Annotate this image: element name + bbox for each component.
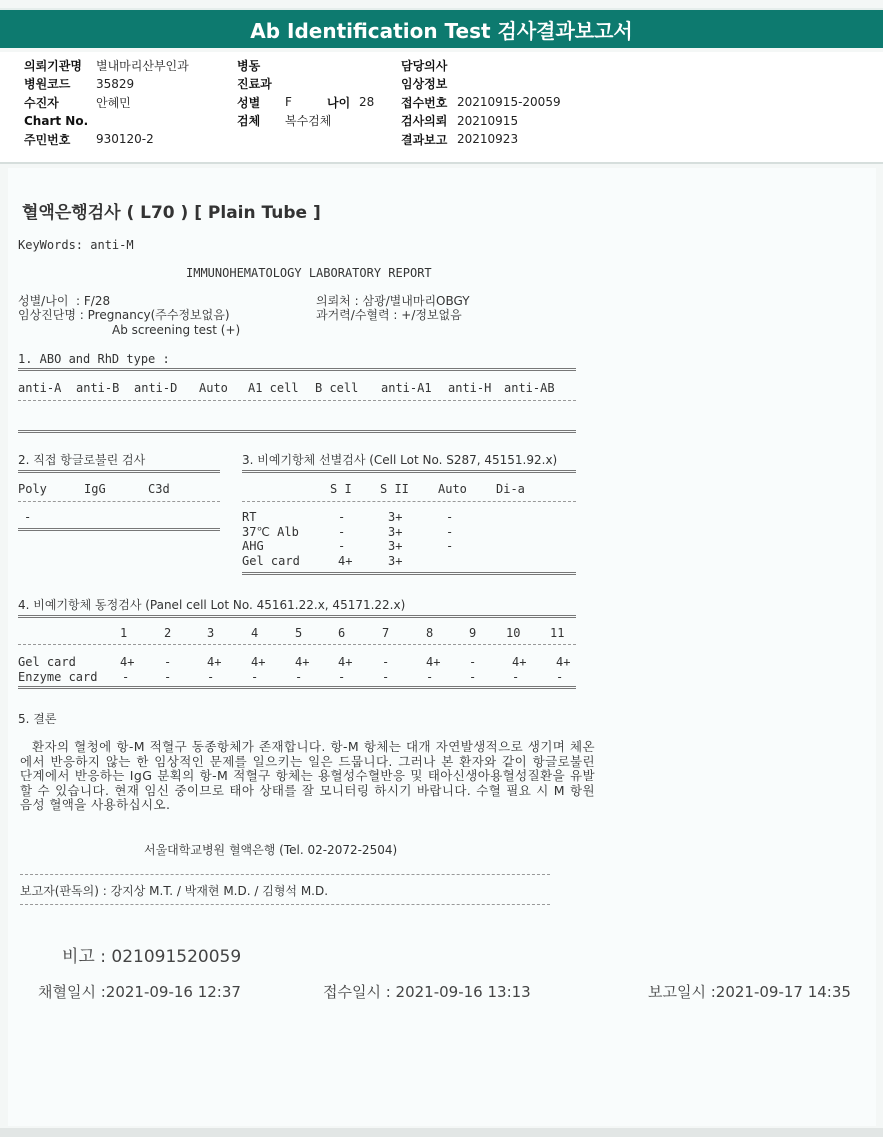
clinical-diagnosis-2: Ab screening test (+) <box>112 323 241 337</box>
screen-cell: 4+ <box>338 553 353 568</box>
divider <box>242 470 576 473</box>
label-department: 진료과 <box>237 77 272 92</box>
divider <box>18 430 576 433</box>
label-resident-no: 주민번호 <box>24 132 71 147</box>
sex-age: 성별/나이 : F/28 <box>18 294 111 308</box>
panel-col: 3 <box>207 626 215 640</box>
section2-value-row <box>18 510 220 525</box>
divider <box>18 400 576 401</box>
abo-col: anti-AB <box>504 381 555 395</box>
value-age: 28 <box>359 95 375 110</box>
remark: 비고 : 021091520059 <box>62 947 242 967</box>
reported-datetime: 보고일시 :2021-09-17 14:35 <box>648 983 851 1001</box>
dat-col: IgG <box>84 482 106 496</box>
clinical-diagnosis: 임상진단명 : Pregnancy(주수정보없음) <box>18 308 230 322</box>
panel-cell: - <box>512 669 520 684</box>
lab-report-title: IMMUNOHEMATOLOGY LABORATORY REPORT <box>186 266 432 280</box>
label-receipt-no: 접수번호 <box>401 95 448 110</box>
screen-row-label: Gel card <box>242 553 300 568</box>
panel-cell: - <box>207 669 215 684</box>
panel-col: 9 <box>469 626 477 640</box>
panel-cell: - <box>251 669 259 684</box>
screen-cell: 3+ <box>388 553 403 568</box>
divider <box>242 501 576 502</box>
header-column-2 <box>237 56 374 130</box>
panel-cell: 4+ <box>295 655 310 669</box>
label-ward: 병동 <box>237 58 261 73</box>
abo-col: anti-A1 <box>381 381 432 395</box>
panel-cell: - <box>426 669 434 684</box>
screen-col: S I <box>330 482 352 496</box>
dat-col: Poly <box>18 482 47 496</box>
screen-cell: - <box>338 510 346 524</box>
panel-cell: 4+ <box>426 655 441 669</box>
value-patient: 안혜민 <box>96 95 131 110</box>
dat-value: - <box>24 510 32 524</box>
section3-title: 3. 비예기항체 선별검사 (Cell Lot No. S287, 45151.92.x) <box>242 453 558 467</box>
abo-col: B cell <box>315 381 359 395</box>
section5-title: 5. 결론 <box>18 712 57 726</box>
panel-row-label: Enzyme card <box>18 669 98 684</box>
section1-header-row <box>18 381 578 396</box>
panel-col: 7 <box>382 626 390 640</box>
panel-cell: - <box>338 669 346 684</box>
label-hospital-code: 병원코드 <box>24 77 71 92</box>
panel-cell: 4+ <box>120 655 135 669</box>
divider <box>18 686 576 689</box>
value-receipt-no: 20210915-20059 <box>457 95 561 110</box>
section3-header-row <box>242 482 576 497</box>
divider <box>18 644 576 645</box>
dat-col: C3d <box>148 482 170 496</box>
screen-col: S II <box>380 482 409 496</box>
panel-col: 5 <box>295 626 303 640</box>
label-age: 나이 <box>327 95 351 110</box>
label-patient: 수진자 <box>24 95 59 110</box>
screen-cell: 3+ <box>388 524 403 539</box>
panel-cell: - <box>382 669 390 684</box>
abo-col: anti-H <box>448 381 492 395</box>
panel-cell: 4+ <box>251 655 266 669</box>
panel-cell: - <box>122 669 130 684</box>
screen-row-label: RT <box>242 510 257 524</box>
divider <box>18 615 576 618</box>
label-chart-no: Chart No. <box>24 113 89 128</box>
panel-cell: 4+ <box>207 655 222 669</box>
label-institution: 의뢰기관명 <box>24 58 82 73</box>
divider <box>18 368 576 371</box>
divider <box>20 874 550 875</box>
keywords: KeyWords: anti-M <box>18 238 134 252</box>
test-title: 혈액은행검사 ( L70 ) [ Plain Tube ] <box>22 203 321 223</box>
screen-cell: - <box>446 539 454 553</box>
transfusion-history: 과거력/수혈력 : +/정보없음 <box>316 308 462 322</box>
abo-col: anti-A <box>18 381 62 395</box>
section4-rows <box>18 655 576 685</box>
screen-col: Auto <box>438 482 467 496</box>
section3-rows <box>242 510 576 570</box>
value-resident-no: 930120-2 <box>96 132 154 147</box>
panel-cell: - <box>164 655 172 669</box>
section2-header-row <box>18 482 220 497</box>
screen-cell: 3+ <box>388 539 403 553</box>
value-report-date: 20210923 <box>457 132 519 147</box>
header-column-3 <box>401 56 561 149</box>
patient-header <box>0 52 883 164</box>
panel-row-label: Gel card <box>18 655 76 669</box>
panel-cell: - <box>556 669 564 684</box>
value-hospital-code: 35829 <box>96 76 135 91</box>
panel-col: 4 <box>251 626 259 640</box>
section2-title: 2. 직접 항글로불린 검사 <box>18 453 146 467</box>
screen-cell: - <box>446 510 454 524</box>
reporter: 보고자(판독의) : 강지상 M.T. / 박재현 M.D. / 김형석 M.D. <box>20 884 329 898</box>
hospital-contact: 서울대학교병원 혈액은행 (Tel. 02-2072-2504) <box>144 843 398 857</box>
collected-datetime: 채혈일시 :2021-09-16 12:37 <box>38 983 241 1001</box>
panel-col: 10 <box>506 626 521 640</box>
screen-cell: 3+ <box>388 510 403 524</box>
header-column-1 <box>24 56 189 149</box>
divider <box>20 904 550 905</box>
panel-cell: 4+ <box>512 655 527 669</box>
section1-title: 1. ABO and RhD type : <box>18 352 170 366</box>
value-sex: F <box>285 95 292 110</box>
report-body <box>8 168 876 1126</box>
label-clinical-info: 임상정보 <box>401 77 448 92</box>
label-doctor: 담당의사 <box>401 58 448 73</box>
divider <box>18 470 220 473</box>
referrer: 의뢰처 : 삼광/별내마리OBGY <box>316 294 470 308</box>
divider <box>18 528 220 531</box>
value-specimen: 복수검체 <box>285 114 332 129</box>
panel-cell: - <box>295 669 303 684</box>
panel-col: 11 <box>550 626 565 640</box>
panel-col: 2 <box>164 626 172 640</box>
panel-cell: - <box>164 669 172 684</box>
abo-col: anti-B <box>76 381 120 395</box>
panel-cell: - <box>469 669 477 684</box>
panel-col: 8 <box>426 626 434 640</box>
label-specimen: 검체 <box>237 114 261 129</box>
screen-row-label: 37℃ Alb <box>242 524 299 539</box>
panel-col: 6 <box>338 626 346 640</box>
abo-col: anti-D <box>134 381 178 395</box>
conclusion-text <box>20 740 595 813</box>
screen-row-label: AHG <box>242 539 264 553</box>
panel-cell: - <box>382 655 390 669</box>
panel-col: 1 <box>120 626 128 640</box>
label-report-date: 결과보고 <box>401 132 448 147</box>
section4-header-row <box>18 626 576 641</box>
screen-cell: - <box>338 539 346 553</box>
abo-col: A1 cell <box>248 381 299 395</box>
section4-title: 4. 비예기항체 동정검사 (Panel cell Lot No. 45161.22.x, 45171.22.x) <box>18 598 406 612</box>
label-sex: 성별 <box>237 95 261 110</box>
abo-col: Auto <box>199 381 228 395</box>
screen-cell: - <box>446 524 454 539</box>
received-datetime: 접수일시 : 2021-09-16 13:13 <box>323 983 531 1001</box>
report-title-bar <box>0 8 883 48</box>
divider <box>18 501 220 502</box>
value-request-date: 20210915 <box>457 113 519 128</box>
label-request-date: 검사의뢰 <box>401 114 448 129</box>
value-institution: 별내마리산부인과 <box>96 58 189 73</box>
screen-cell: - <box>338 524 346 539</box>
divider <box>242 572 576 575</box>
report-title: Ab Identification Test 검사결과보고서 <box>250 18 633 43</box>
conclusion-body: 환자의 혈청에 항-M 적혈구 동종항체가 존재합니다. 항-M 항체는 대개 자연발생적으로 생기며 체온에서 반응하지 않는 한 임상적인 문제를 일으키는 일은 드뭅니다. 그러나 본 환자와 같이 항글로불린 단계에서 반응하는 IgG 분획의 항-M 적혈구 항체는 용혈성수혈반응 및 태아신생아용혈성질환을 유발할 수 있습니다. 현재 임신 중이므로 태아 상태를 잘 모니터링 하시기 바랍니다. 수혈 필요 시 M 항원 음성 혈액을 사용하십시오. <box>20 739 595 812</box>
panel-cell: - <box>469 655 477 669</box>
bottom-bar <box>0 1128 883 1137</box>
panel-cell: 4+ <box>338 655 353 669</box>
panel-cell: 4+ <box>556 655 571 669</box>
screen-col: Di-a <box>496 482 525 496</box>
